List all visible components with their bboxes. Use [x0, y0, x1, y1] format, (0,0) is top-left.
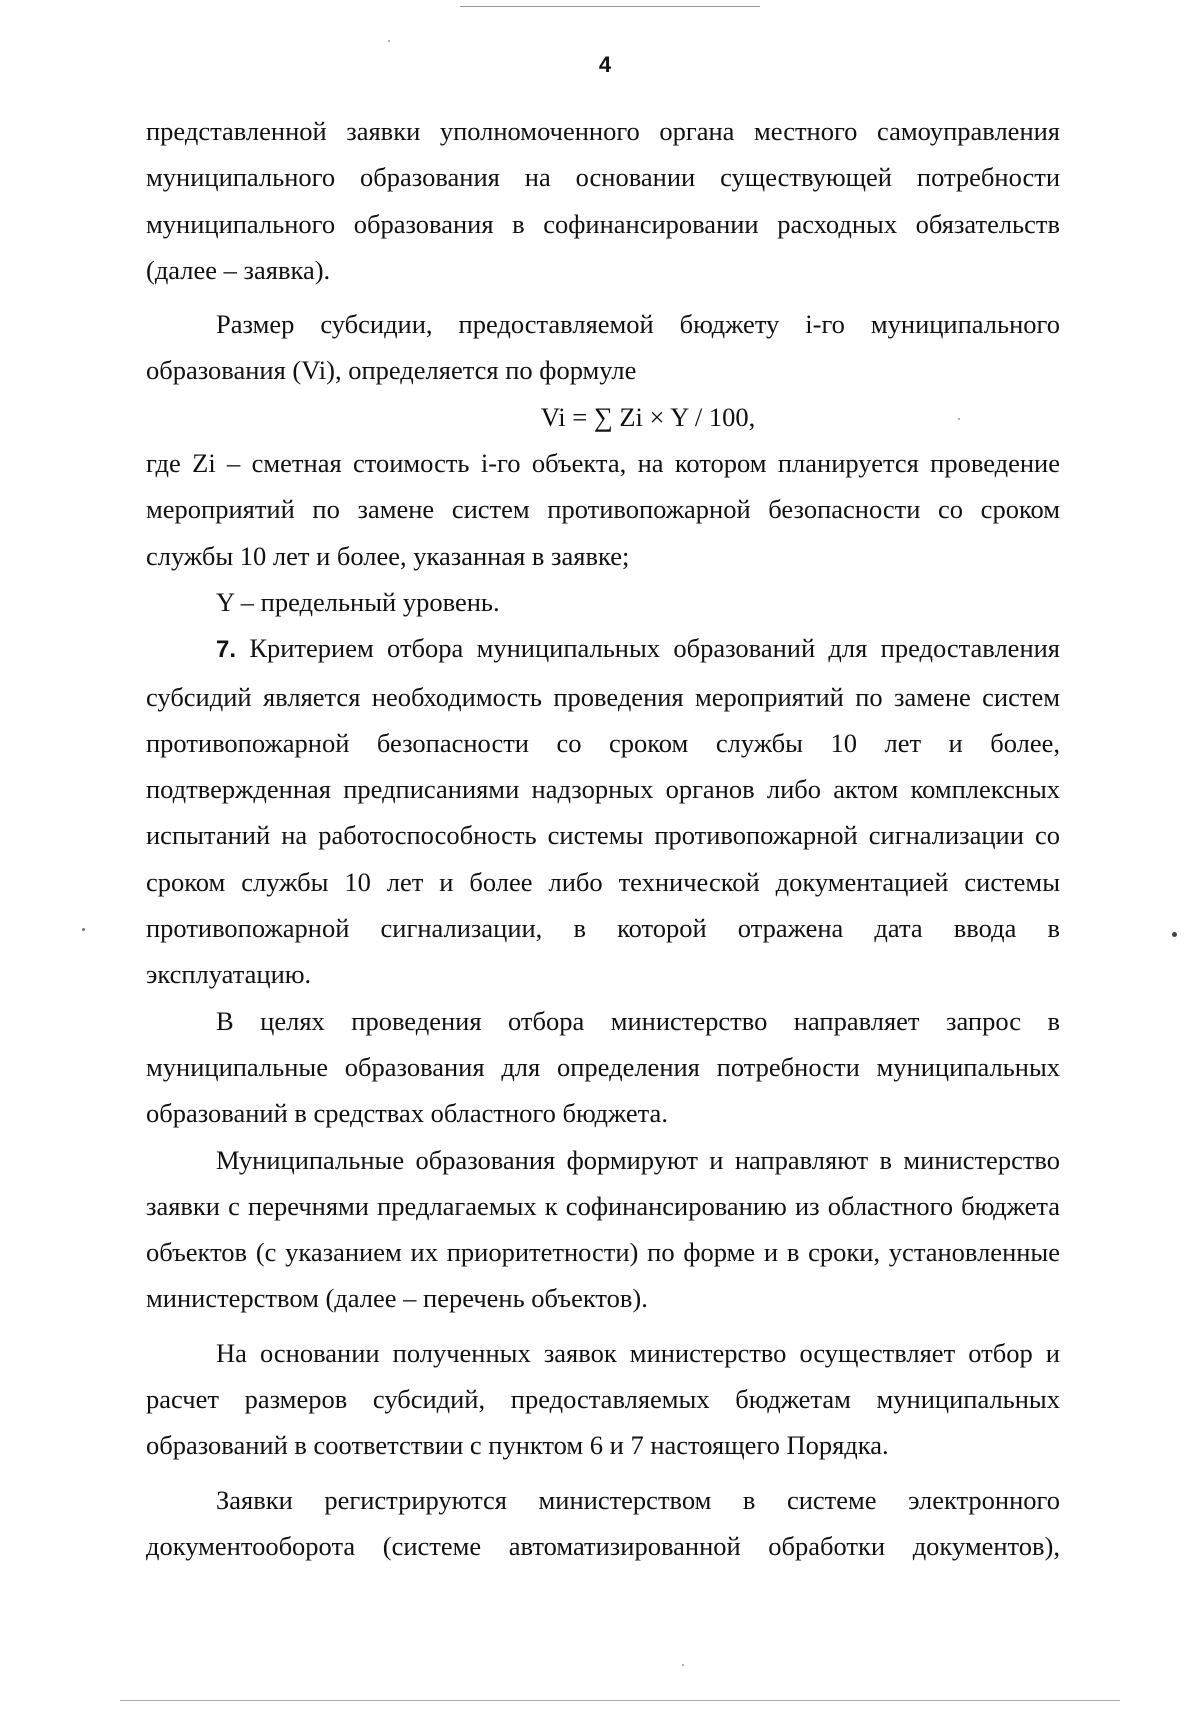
scan-speck — [388, 40, 390, 42]
paragraph-registration: Заявки регистрируются министерством в системе электронного документооборота (системе автоматизированной обработки документов), — [146, 1484, 1060, 1561]
scan-speck — [1172, 932, 1177, 937]
item-number: 7. — [216, 636, 237, 664]
scan-speck — [682, 1664, 684, 1666]
item-7-text: Критерием отбора муниципальных образований для предоставления субсидий является необходимость проведения мероприятий по замене систем противопожарной безопасности со сроком службы 10 лет и более, подтвержденная предписаниями надзорных органов либо актом комплексных испытаний на работоспособность системы противопожарной сигнализации со сроком службы 10 лет и более либо технической документацией системы противопожарной сигнализации, в которой отражена дата ввода в эксплуатацию. — [146, 633, 1060, 990]
scan-edge-top — [460, 6, 760, 7]
document-body — [146, 108, 1060, 1569]
formula: Vi = ∑ Zi × Y / 100, — [540, 401, 756, 432]
paragraph-selection-request: В целях проведения отбора министерство направляет запрос в муниципальные образования для определения потребности муниципальных образований в средствах областного бюджета. — [146, 1005, 1060, 1129]
paragraph-selection-calculation: На основании полученных заявок министерство осуществляет отбор и расчет размеров субсидий, предоставляемых бюджетам муниципальных образований в соответствии с пунктом 6 и 7 настоящего Порядка. — [146, 1337, 1060, 1461]
paragraph-municipal-applications: Муниципальные образования формируют и направляют в министерство заявки с перечнями предлагаемых к софинансированию из областного бюджета объектов (с указанием их приоритетности) по форме и в сроки, установленные министерством (далее – перечень объектов). — [146, 1144, 1060, 1314]
paragraph-subsidy-size: Размер субсидии, предоставляемой бюджету i-го муниципального образования (Vi), определяется по формуле — [146, 309, 1060, 386]
scan-speck — [82, 928, 85, 931]
paragraph-formula-definitions: где Zi – сметная стоимость i-го объекта, на котором планируется проведение мероприятий по замене систем противопожарной безопасности со сроком службы 10 лет и более, указанная в заявке; — [146, 448, 1060, 571]
paragraph-continuation: представленной заявки уполномоченного органа местного самоуправления муниципального образования на основании существующей потребности муниципального образования в софинансировании расходных обязательств (далее – заявка). — [146, 116, 1060, 285]
scan-edge-bottom — [120, 1700, 1120, 1701]
paragraph-item-7 — [146, 625, 1060, 997]
scan-speck — [958, 418, 960, 420]
paragraph-limit-level: Y – предельный уровень. — [216, 586, 500, 617]
page-number: 4 — [598, 52, 612, 77]
